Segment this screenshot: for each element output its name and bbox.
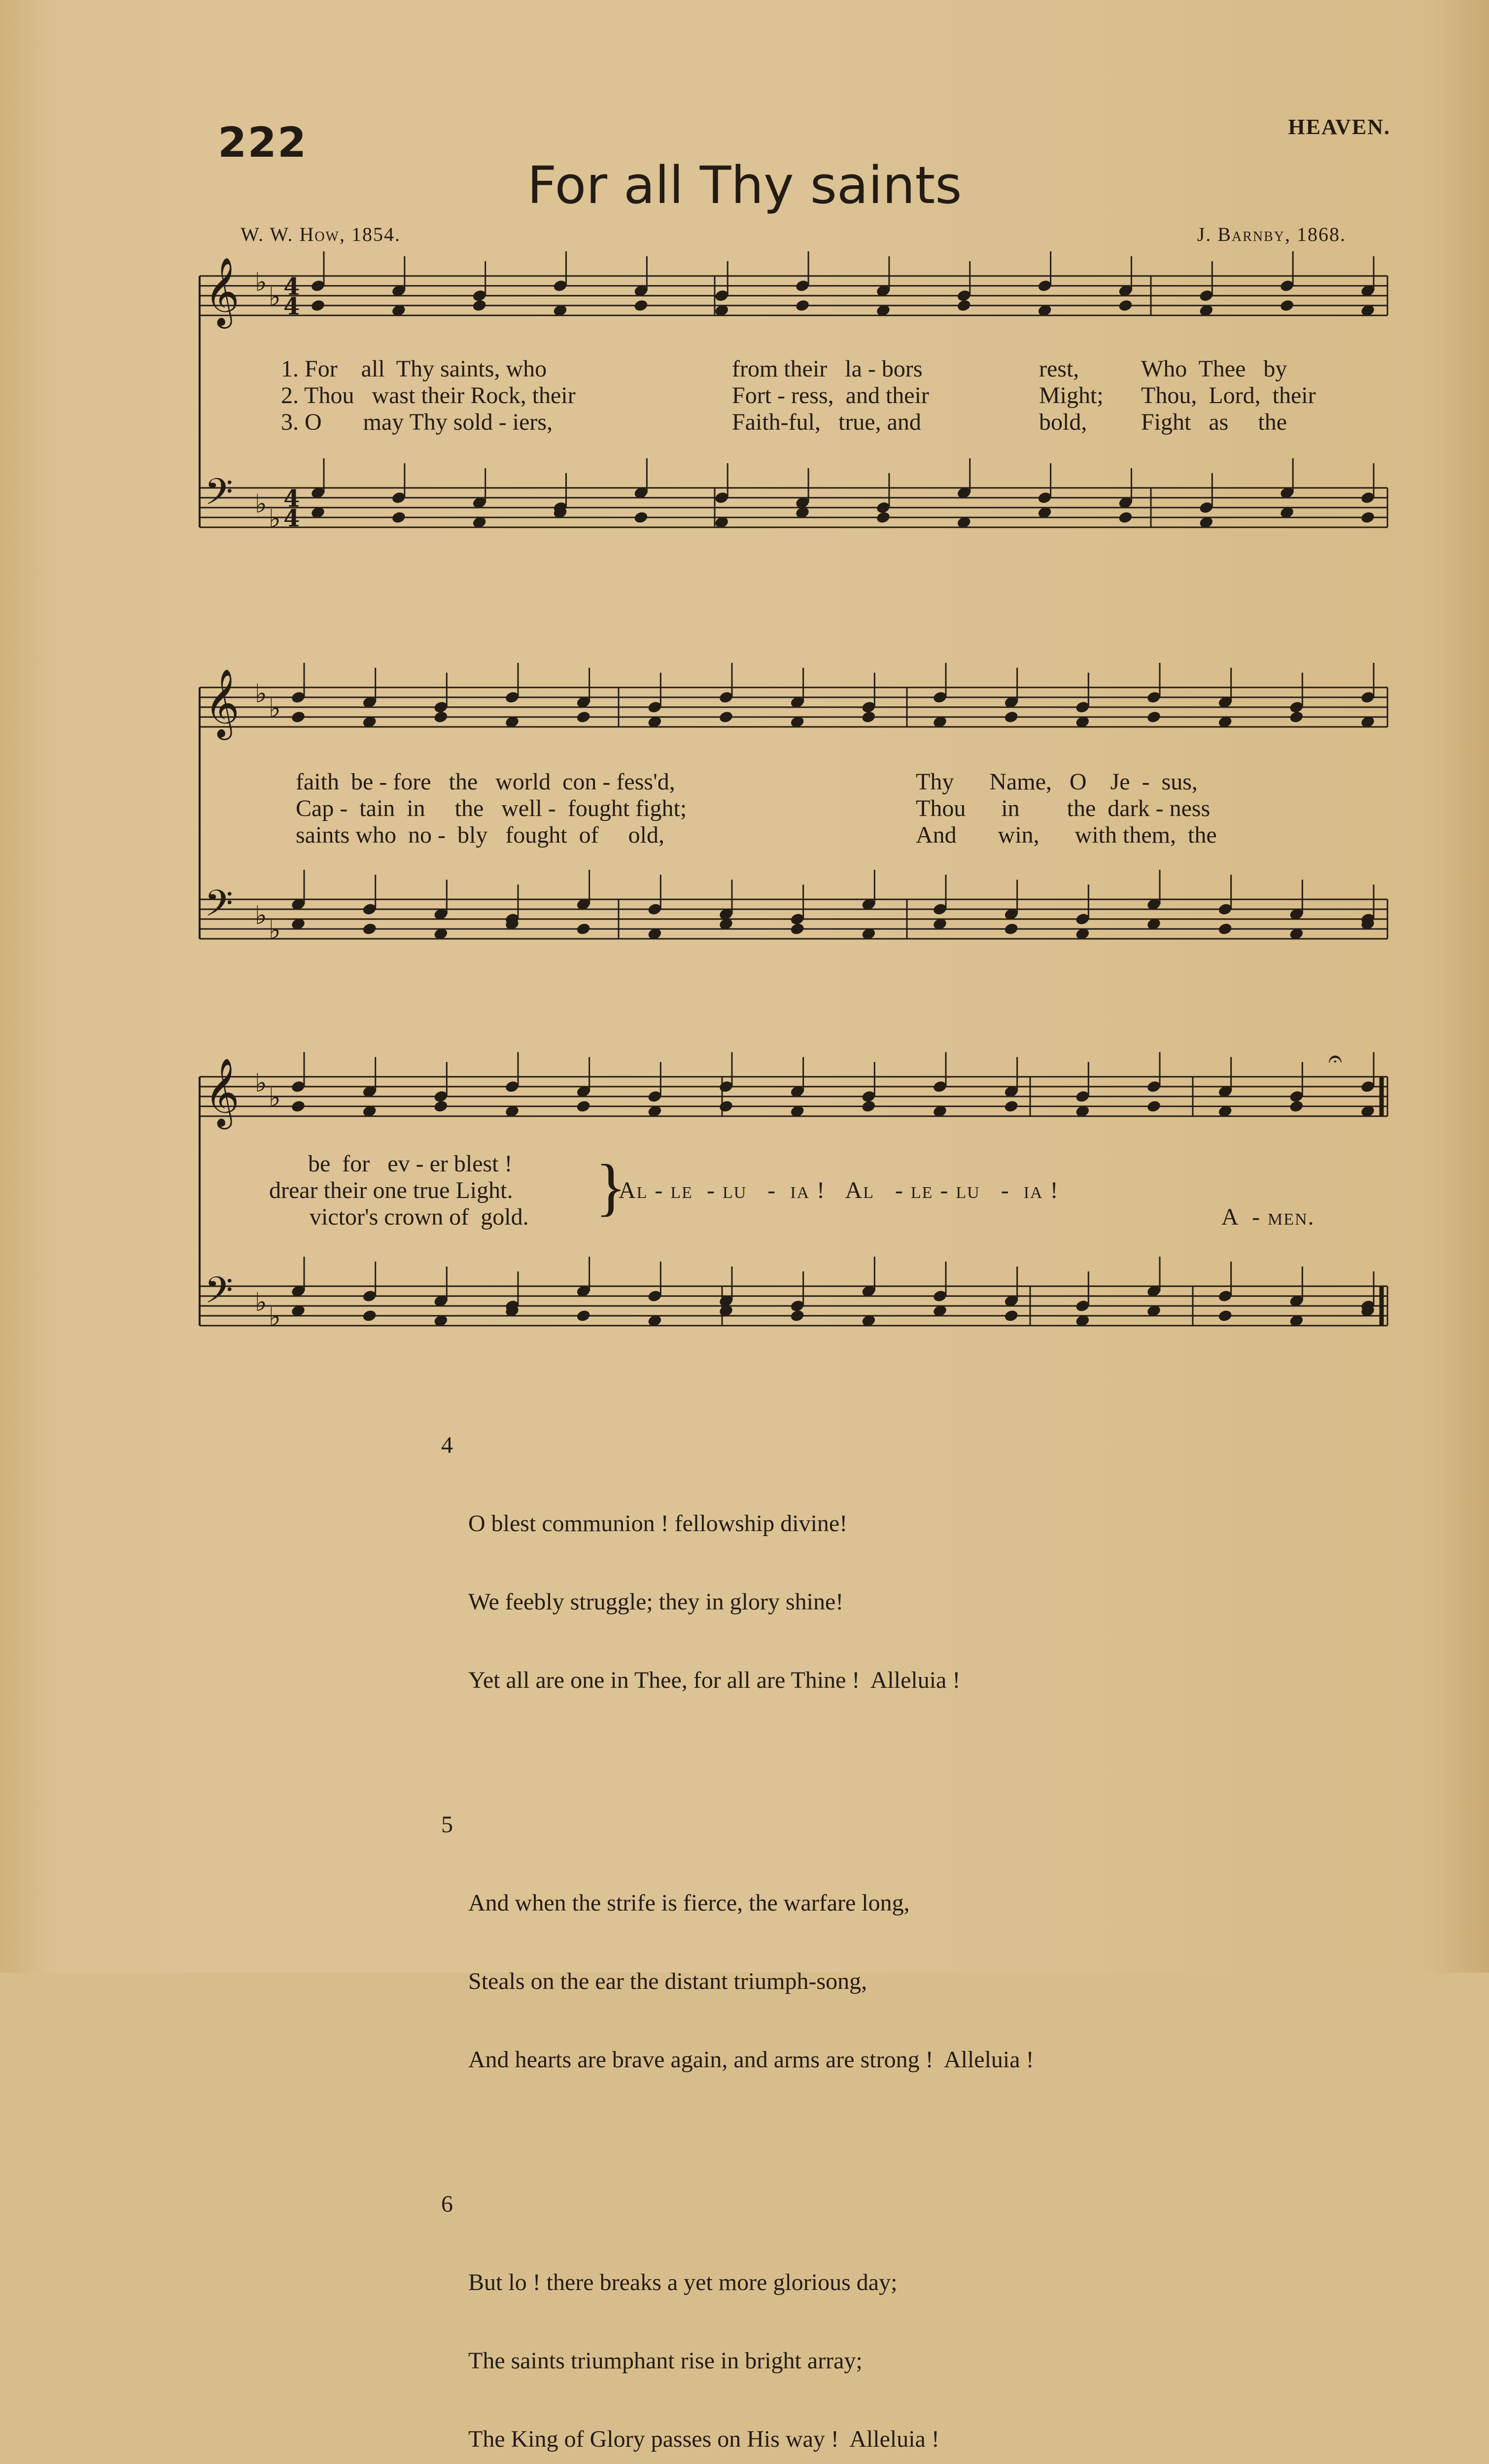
note-head — [1289, 710, 1304, 724]
note-head — [956, 299, 971, 312]
time-signature: 4 — [283, 293, 300, 320]
flat-icon: ♭ — [269, 1083, 281, 1113]
verse-line: The King of Glory passes on His way ! Alleluia ! — [468, 2426, 939, 2452]
hymn-title: For all Thy saints — [527, 155, 962, 215]
note-head — [1146, 1099, 1161, 1113]
author-credit: W. W. How, 1854. — [241, 223, 401, 245]
lyric-line: saints who no - bly fought of old, — [296, 822, 664, 848]
note-head — [718, 710, 733, 724]
treble-clef-icon: 𝄞 — [205, 1058, 240, 1127]
lyric-line: Who Thee by — [1141, 356, 1287, 382]
note-head — [576, 710, 591, 724]
lyric-line: rest, — [1039, 356, 1079, 382]
flat-icon: ♭ — [255, 679, 267, 709]
note-head — [795, 299, 810, 312]
flat-icon: ♭ — [269, 694, 281, 723]
verse-5 — [441, 1812, 1034, 2125]
flat-icon: ♭ — [255, 1288, 267, 1317]
bass-clef-icon: 𝄢 — [205, 1269, 233, 1321]
lyric-line: Fight as the — [1141, 409, 1287, 435]
note-head — [1217, 922, 1233, 936]
lyric-line: Thy Name, O Je - sus, — [916, 769, 1198, 795]
verse-line: We feebly struggle; they in glory shine! — [468, 1589, 844, 1615]
lyric-line: drear their one true Light. — [269, 1177, 513, 1203]
flat-icon: ♭ — [255, 1068, 267, 1098]
hymn-number: 222 — [218, 118, 308, 167]
verse-6 — [441, 2191, 1034, 2464]
lyric-line: 3. O may Thy sold - iers, — [281, 409, 553, 435]
treble-clef-icon: 𝄞 — [205, 257, 240, 326]
note-head — [433, 1099, 449, 1113]
note-head — [1217, 1309, 1233, 1323]
bass-clef-icon: 𝄢 — [205, 471, 233, 522]
composer-credit: J. Barnby, 1868. — [1197, 223, 1346, 245]
note-head — [1360, 511, 1375, 524]
section-heading: HEAVEN. — [1288, 115, 1390, 139]
amen-line: A - men. — [1221, 1204, 1315, 1230]
note-head — [1004, 1099, 1019, 1113]
lyric-line: Thou in the dark - ness — [916, 795, 1211, 821]
note-head — [310, 299, 325, 312]
note-head — [1289, 1099, 1304, 1113]
lyric-line: faith be - fore the world con - fess'd, — [296, 769, 675, 795]
verse-line: And when the strife is fierce, the warfare long, — [468, 1890, 910, 1916]
note-head — [433, 710, 449, 724]
note-head — [1004, 1309, 1019, 1323]
note-head — [391, 511, 406, 524]
note-head — [1004, 922, 1019, 936]
note-head — [362, 922, 377, 936]
lyric-line: Fort - ress, and their — [732, 382, 929, 409]
note-head — [576, 1099, 591, 1113]
verse-line: The saints triumphant rise in bright array; — [468, 2348, 863, 2374]
note-head — [875, 511, 891, 524]
lyric-line: bold, — [1039, 409, 1087, 435]
flat-icon: ♭ — [269, 282, 281, 312]
note-head — [633, 511, 649, 524]
note-head — [790, 922, 805, 936]
note-head — [633, 299, 649, 312]
note-head — [290, 710, 306, 724]
flat-icon: ♭ — [255, 268, 267, 297]
lyric-line: from their la - bors — [732, 356, 923, 382]
note-head — [1118, 299, 1133, 312]
flat-icon: ♭ — [255, 901, 267, 930]
verse-line: But lo ! there breaks a yet more glorious day; — [468, 2269, 898, 2295]
time-signature: 4 — [283, 485, 300, 513]
lyric-line: Cap - tain in the well - fought fight; — [296, 795, 687, 821]
verse-number: 4 — [441, 1432, 453, 1458]
lyric-line: Faith-ful, true, and — [732, 409, 921, 435]
note-head — [790, 1309, 805, 1323]
alleluia-line: Al - le - lu - ia ! Al - le - lu - ia ! — [619, 1177, 1059, 1203]
time-signature: 4 — [283, 505, 300, 532]
lyric-line: Might; — [1039, 382, 1104, 409]
additional-verses — [441, 1380, 1034, 2464]
time-signature: 4 — [283, 273, 300, 301]
flat-icon: ♭ — [269, 916, 281, 945]
verse-number: 5 — [441, 1812, 453, 1838]
lyric-line: 1. For all Thy saints, who — [281, 356, 547, 382]
note-head — [1118, 511, 1133, 524]
bass-clef-icon: 𝄢 — [205, 882, 233, 934]
treble-clef-icon: 𝄞 — [205, 669, 240, 737]
flat-icon: ♭ — [269, 504, 281, 534]
lyric-line: 2. Thou wast their Rock, their — [281, 382, 576, 409]
fermata-icon: 𝄐 — [1328, 1044, 1342, 1073]
note-head — [576, 1309, 591, 1323]
note-head — [861, 1099, 876, 1113]
flat-icon: ♭ — [255, 489, 267, 519]
note-head — [1146, 710, 1161, 724]
lyric-line: victor's crown of gold. — [310, 1204, 529, 1230]
verse-line: Yet all are one in Thee, for all are Thine ! Alleluia ! — [468, 1667, 961, 1693]
note-head — [718, 1099, 733, 1113]
verse-line: And hearts are brave again, and arms are strong ! Alleluia ! — [468, 2047, 1034, 2073]
note-head — [861, 710, 876, 724]
verse-number: 6 — [441, 2191, 453, 2217]
brace: } — [595, 1152, 626, 1223]
flat-icon: ♭ — [269, 1302, 281, 1332]
lyric-line: Thou, Lord, their — [1141, 382, 1316, 409]
note-head — [290, 1099, 306, 1113]
verse-4 — [441, 1432, 1034, 1745]
verse-line: Steals on the ear the distant triumph-song, — [468, 1968, 867, 1994]
verse-line: O blest communion ! fellowship divine! — [468, 1510, 848, 1537]
lyric-line: be for ev - er blest ! — [308, 1151, 513, 1177]
lyric-line: And win, with them, the — [916, 822, 1217, 848]
note-head — [472, 299, 487, 312]
note-head — [1280, 299, 1295, 312]
note-head — [576, 922, 591, 936]
note-head — [1004, 710, 1019, 724]
note-head — [362, 1309, 377, 1323]
